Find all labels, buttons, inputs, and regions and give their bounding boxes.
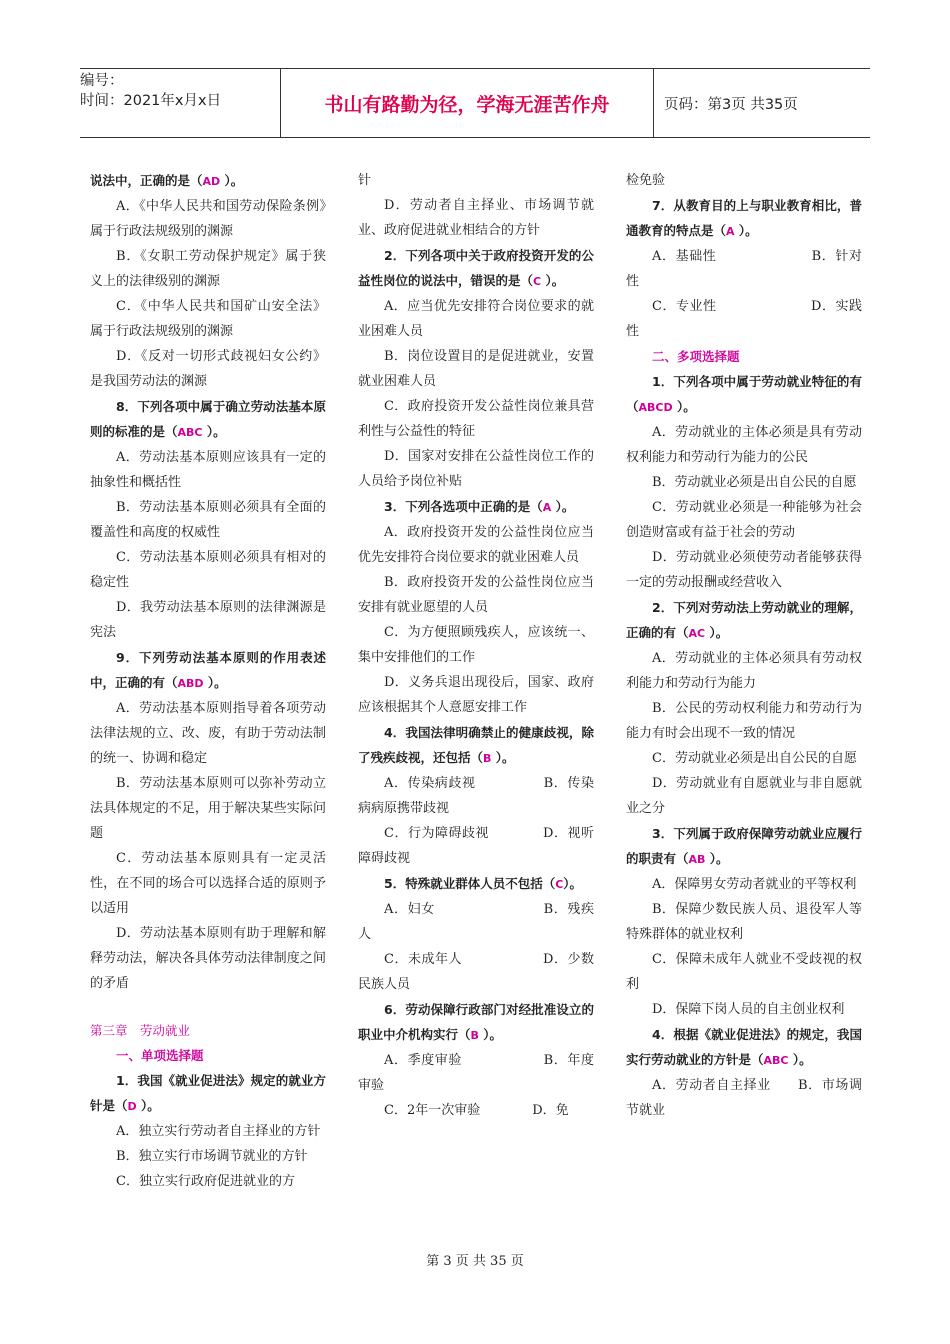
question-tail: ）。 — [705, 851, 729, 866]
answer-option: A．妇女 B．残疾人 — [358, 902, 594, 942]
question-stem — [626, 193, 862, 244]
text-column-1 — [90, 168, 326, 1194]
answer-option: B．保障少数民族人员、退役军人等特殊群体的就业权利 — [626, 902, 862, 942]
question-text: 8．下列各项中属于确立劳动法基本原则的标准的是（ — [90, 399, 326, 439]
question-stem — [626, 821, 862, 872]
answer-option: A．政府投资开发的公益性岗位应当优先安排符合岗位要求的就业困难人员 — [358, 525, 594, 565]
answer-option: D．《反对一切形式歧视妇女公约》是我国劳动法的渊源 — [90, 349, 326, 389]
answer-key: B — [470, 1029, 479, 1042]
answer-key: C — [533, 275, 542, 288]
question-tail: ）。 — [705, 625, 729, 640]
text-column-2 — [358, 168, 594, 1123]
answer-key: AB — [688, 853, 706, 866]
answer-key: AD — [202, 175, 221, 188]
question-stem — [358, 871, 594, 897]
answer-option: B．劳动法基本原则可以弥补劳动立法具体规定的不足，用于解决某些实际问题 — [90, 776, 326, 841]
question-tail: ）。 — [136, 1098, 160, 1113]
answer-option: D．劳动者自主择业、市场调节就业、政府促进就业相结合的方针 — [358, 198, 594, 238]
document-number-label: 编号： — [80, 73, 124, 89]
answer-option: B．劳动就业必须是出自公民的自愿 — [652, 475, 857, 490]
question-stem — [626, 1022, 862, 1073]
answer-key: C — [555, 878, 564, 891]
document-time-label: 时间：2021年x月x日 — [80, 93, 222, 109]
answer-option: C．劳动法基本原则具有一定灵活性，在不同的场合可以选择合适的原则予以适用 — [90, 851, 326, 916]
header-motto: 书山有路勤为径，学海无涯苦作舟 — [280, 69, 654, 137]
answer-option: D．劳动就业有自愿就业与非自愿就业之分 — [626, 776, 862, 816]
answer-option: B．岗位设置目的是促进就业，安置就业困难人员 — [358, 349, 594, 389]
answer-option: D．劳动法基本原则有助于理解和解释劳动法，解决各具体劳动法律制度之间的矛盾 — [90, 926, 326, 991]
answer-option: A．劳动就业的主体必须具有劳动权利能力和劳动行为能力 — [626, 651, 862, 691]
text-column-3 — [626, 168, 862, 1123]
answer-option: A．劳动就业的主体必须是具有劳动权利能力和劳动行为能力的公民 — [626, 425, 862, 465]
answer-option: A．季度审验 B．年度审验 — [358, 1053, 594, 1093]
answer-option: D．义务兵退出现役后，国家、政府应该根据其个人意愿安排工作 — [358, 675, 594, 715]
answer-option: B．政府投资开发的公益性岗位应当安排有就业愿望的人员 — [358, 575, 594, 615]
question-stem — [358, 243, 594, 294]
question-stem — [358, 494, 594, 520]
answer-option: B．劳动法基本原则必须具有全面的覆盖性和高度的权威性 — [90, 500, 326, 540]
question-tail: ）。 — [491, 750, 515, 765]
question-text: 2．下列对劳动法上劳动就业的理解，正确的有（ — [626, 600, 862, 640]
answer-option: A．劳动法基本原则指导着各项劳动法律法规的立、改、废，有助于劳动法制的统一、协调和稳定 — [90, 701, 326, 766]
answer-option: C．2年一次审验 D．免 — [384, 1103, 569, 1118]
question-tail: ）。 — [788, 1052, 812, 1067]
answer-key: A — [542, 501, 552, 514]
question-text: 1．我国《就业促进法》规定的就业方针是（ — [90, 1073, 326, 1113]
question-tail: ）。 — [563, 876, 583, 891]
answer-option: D．我劳动法基本原则的法律渊源是宪法 — [90, 600, 326, 640]
answer-option: A．传染病歧视 B．传染病病原携带歧视 — [358, 776, 594, 816]
answer-key: D — [127, 1100, 137, 1113]
question-tail: ）。 — [220, 173, 244, 188]
answer-key: ABC — [763, 1054, 789, 1067]
answer-option: C．劳动就业必须是一种能够为社会创造财富或有益于社会的劳动 — [626, 500, 862, 540]
answer-option: A．基础性 B．针对性 — [626, 249, 862, 289]
answer-option: C．保障未成年人就业不受歧视的权利 — [626, 952, 862, 992]
question-tail: ）。 — [672, 399, 696, 414]
section-heading: 一、单项选择题 — [116, 1048, 204, 1063]
answer-key: ABCD — [638, 401, 673, 414]
answer-option: D．国家对安排在公益性岗位工作的人员给予岗位补贴 — [358, 449, 594, 489]
header-page-label: 页码：第3页 共35页 — [664, 96, 798, 113]
question-tail: ）。 — [203, 675, 227, 690]
question-text: 3．下列各选项中正确的是（ — [384, 499, 543, 514]
answer-option: A．保障男女劳动者就业的平等权利 — [652, 877, 857, 892]
page-header — [80, 68, 870, 138]
answer-key: ABC — [177, 426, 203, 439]
answer-key: A — [726, 225, 735, 238]
question-text: 7．从教育目的上与职业教育相比，普通教育的特点是（ — [626, 198, 862, 238]
answer-option: C．独立实行政府促进就业的方 — [116, 1174, 295, 1189]
question-text: 4．我国法律明确禁止的健康歧视，除了残疾歧视，还包括（ — [358, 725, 594, 765]
answer-option: A．《中华人民共和国劳动保险条例》属于行政法规级别的渊源 — [90, 199, 326, 239]
question-tail: ）。 — [202, 424, 226, 439]
answer-option: C．行为障碍歧视 D．视听障碍歧视 — [358, 826, 594, 866]
answer-option: B．公民的劳动权利能力和劳动行为能力有时会出现不一致的情况 — [626, 701, 862, 741]
question-stem — [90, 1068, 326, 1119]
continued-text: 检免验 — [626, 173, 666, 188]
question-text: 4．根据《就业促进法》的规定，我国实行劳动就业的方针是（ — [626, 1027, 862, 1067]
answer-option: B．《女职工劳动保护规定》属于狭义上的法律级别的渊源 — [90, 249, 326, 289]
question-text: 2．下列各项中关于政府投资开发的公益性岗位的说法中，错误的是（ — [358, 248, 594, 288]
answer-option: C．劳动法基本原则必须具有相对的稳定性 — [90, 550, 326, 590]
page-footer: 第 3 页 共 35 页 — [426, 1254, 524, 1269]
question-tail: ）。 — [734, 223, 758, 238]
question-stem — [358, 997, 594, 1048]
answer-option: A．劳动者自主择业 B．市场调节就业 — [626, 1078, 862, 1118]
answer-option: D．保障下岗人员的自主创业权利 — [652, 1002, 845, 1017]
question-stem — [626, 369, 862, 420]
continued-text: 针 — [358, 173, 372, 188]
question-text: 说法中，正确的是（ — [90, 173, 203, 188]
answer-option: D．劳动就业必须使劳动者能够获得一定的劳动报酬或经营收入 — [626, 550, 862, 590]
answer-option: C．专业性 D．实践性 — [626, 299, 862, 339]
question-tail: ）。 — [478, 1027, 503, 1042]
question-tail: ）。 — [551, 499, 575, 514]
answer-option: C．《中华人民共和国矿山安全法》属于行政法规级别的渊源 — [90, 299, 326, 339]
question-text: 6．劳动保障行政部门对经批准设立的职业中介机构实行（ — [358, 1002, 594, 1042]
question-stem — [90, 168, 326, 194]
answer-key: AC — [688, 627, 706, 640]
answer-option: C．未成年人 D．少数民族人员 — [358, 952, 594, 992]
chapter-heading: 第三章 劳动就业 — [90, 1023, 191, 1038]
question-stem — [626, 595, 862, 646]
answer-option: A．劳动法基本原则应该具有一定的抽象性和概括性 — [90, 450, 326, 490]
question-text: 3．下列属于政府保障劳动就业应履行的职责有（ — [626, 826, 862, 866]
answer-option: A．应当优先安排符合岗位要求的就业困难人员 — [358, 299, 594, 339]
answer-option: C．劳动就业必须是出自公民的自愿 — [652, 751, 857, 766]
question-stem — [90, 645, 326, 696]
question-text: 5．特殊就业群体人员不包括（ — [384, 876, 556, 891]
section-heading: 二、多项选择题 — [652, 349, 740, 364]
answer-option: A．独立实行劳动者自主择业的方针 — [116, 1124, 321, 1139]
question-stem — [90, 394, 326, 445]
question-text: 9．下列劳动法基本原则的作用表述中，正确的有（ — [90, 650, 326, 690]
answer-option: B．独立实行市场调节就业的方针 — [116, 1149, 308, 1164]
question-stem — [358, 720, 594, 771]
answer-key: ABD — [177, 677, 204, 690]
answer-key: B — [483, 752, 492, 765]
header-meta — [80, 69, 280, 139]
answer-option: C．为方便照顾残疾人，应该统一、集中安排他们的工作 — [358, 625, 594, 665]
question-text: 1．下列各项中属于劳动就业特征的有（ — [626, 374, 862, 414]
answer-option: C．政府投资开发公益性岗位兼具营利性与公益性的特征 — [358, 399, 594, 439]
question-tail: ）。 — [541, 273, 565, 288]
